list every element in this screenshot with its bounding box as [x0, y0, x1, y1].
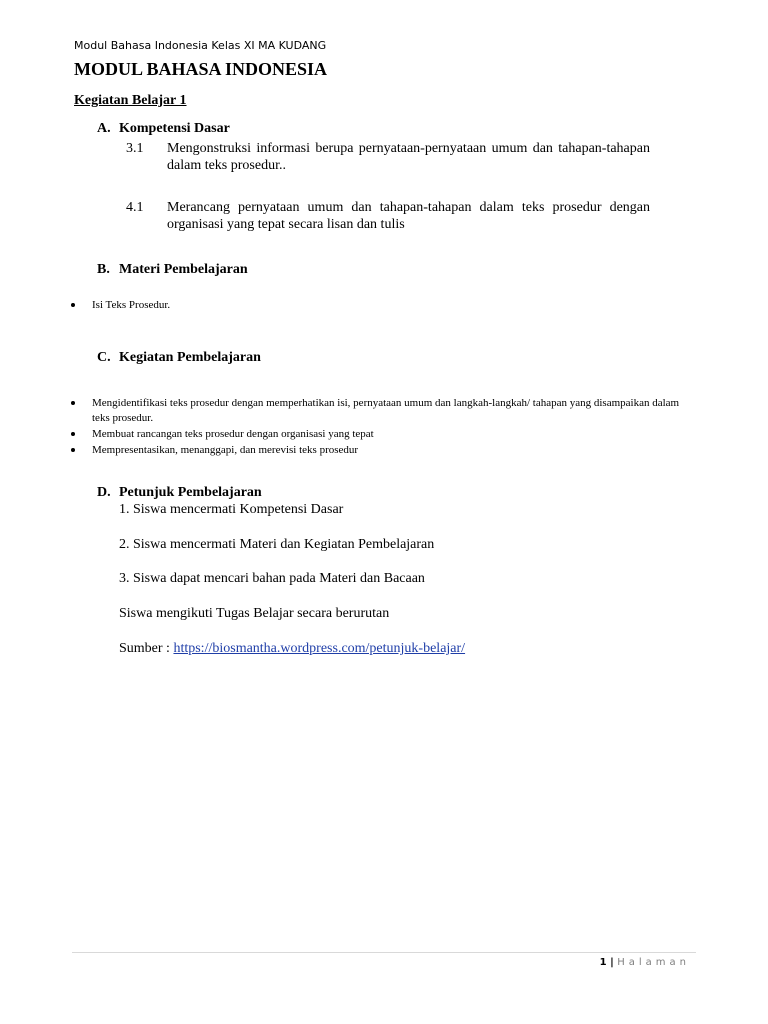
section-c-title: Kegiatan Pembelajaran: [119, 350, 261, 365]
step-1: 1. Siswa mencermati Kompetensi Dasar: [119, 502, 344, 517]
instruction-note: Siswa mengikuti Tugas Belajar secara berurutan: [119, 606, 390, 621]
page-footer: [600, 957, 690, 968]
list-item: [68, 396, 696, 426]
list-item: [68, 443, 696, 458]
section-d-letter: D.: [97, 485, 111, 500]
kd-number: 3.1: [126, 141, 144, 156]
source-line: [119, 641, 465, 657]
section-c-heading: [97, 350, 261, 366]
step-3: 3. Siswa dapat mencari bahan pada Materi dan Bacaan: [119, 571, 425, 586]
bullet-icon: [71, 448, 75, 452]
page-number: 1: [599, 957, 607, 968]
page-label: Halaman: [617, 957, 690, 968]
list-item-text: Isi Teks Prosedur.: [92, 299, 171, 311]
section-a-title: Kompetensi Dasar: [119, 121, 230, 136]
list-item: [68, 427, 696, 442]
section-d-title: Petunjuk Pembelajaran: [119, 485, 262, 500]
section-c-letter: C.: [97, 350, 111, 365]
bullet-icon: [71, 303, 75, 307]
kegiatan-list: [68, 396, 696, 459]
footer-separator: |: [606, 957, 618, 968]
kd-number: 4.1: [126, 200, 144, 215]
list-item-text: Mengidentifikasi teks prosedur dengan memperhatikan isi, pernyataan umum dan langkah-langkah/ tahapan yang disampaikan dalam teks prosedur.: [92, 397, 680, 424]
section-a-heading: [97, 121, 230, 137]
section-b-letter: B.: [97, 262, 110, 277]
section-d-heading: [97, 485, 262, 501]
bullet-icon: [71, 432, 75, 436]
page-header: Modul Bahasa Indonesia Kelas XI MA KUDANG: [74, 39, 327, 52]
section-a-letter: A.: [97, 121, 111, 136]
source-link[interactable]: https://biosmantha.wordpress.com/petunjuk-belajar/: [173, 641, 466, 656]
kd-text: Merancang pernyataan umum dan tahapan-tahapan dalam teks prosedur dengan organisasi yang tepat secara lisan dan tulis: [167, 200, 650, 232]
kd-item-3-1: [126, 140, 650, 174]
source-label: Sumber :: [119, 641, 174, 656]
kd-item-4-1: [126, 199, 650, 233]
section-b-heading: [97, 262, 248, 278]
activity-subtitle: Kegiatan Belajar 1: [74, 93, 187, 108]
kd-text: Mengonstruksi informasi berupa pernyataan-pernyataan umum dan tahapan-tahapan dalam teks prosedur..: [167, 141, 650, 173]
bullet-icon: [71, 401, 75, 405]
section-b-title: Materi Pembelajaran: [119, 262, 248, 277]
document-title: MODUL BAHASA INDONESIA: [74, 59, 328, 79]
list-item: [68, 298, 696, 313]
step-2: 2. Siswa mencermati Materi dan Kegiatan Pembelajaran: [119, 537, 435, 552]
list-item-text: Membuat rancangan teks prosedur dengan organisasi yang tepat: [92, 428, 374, 440]
footer-divider: [72, 952, 696, 953]
list-item-text: Mempresentasikan, menanggapi, dan merevisi teks prosedur: [92, 444, 359, 456]
materi-list: [68, 298, 696, 314]
